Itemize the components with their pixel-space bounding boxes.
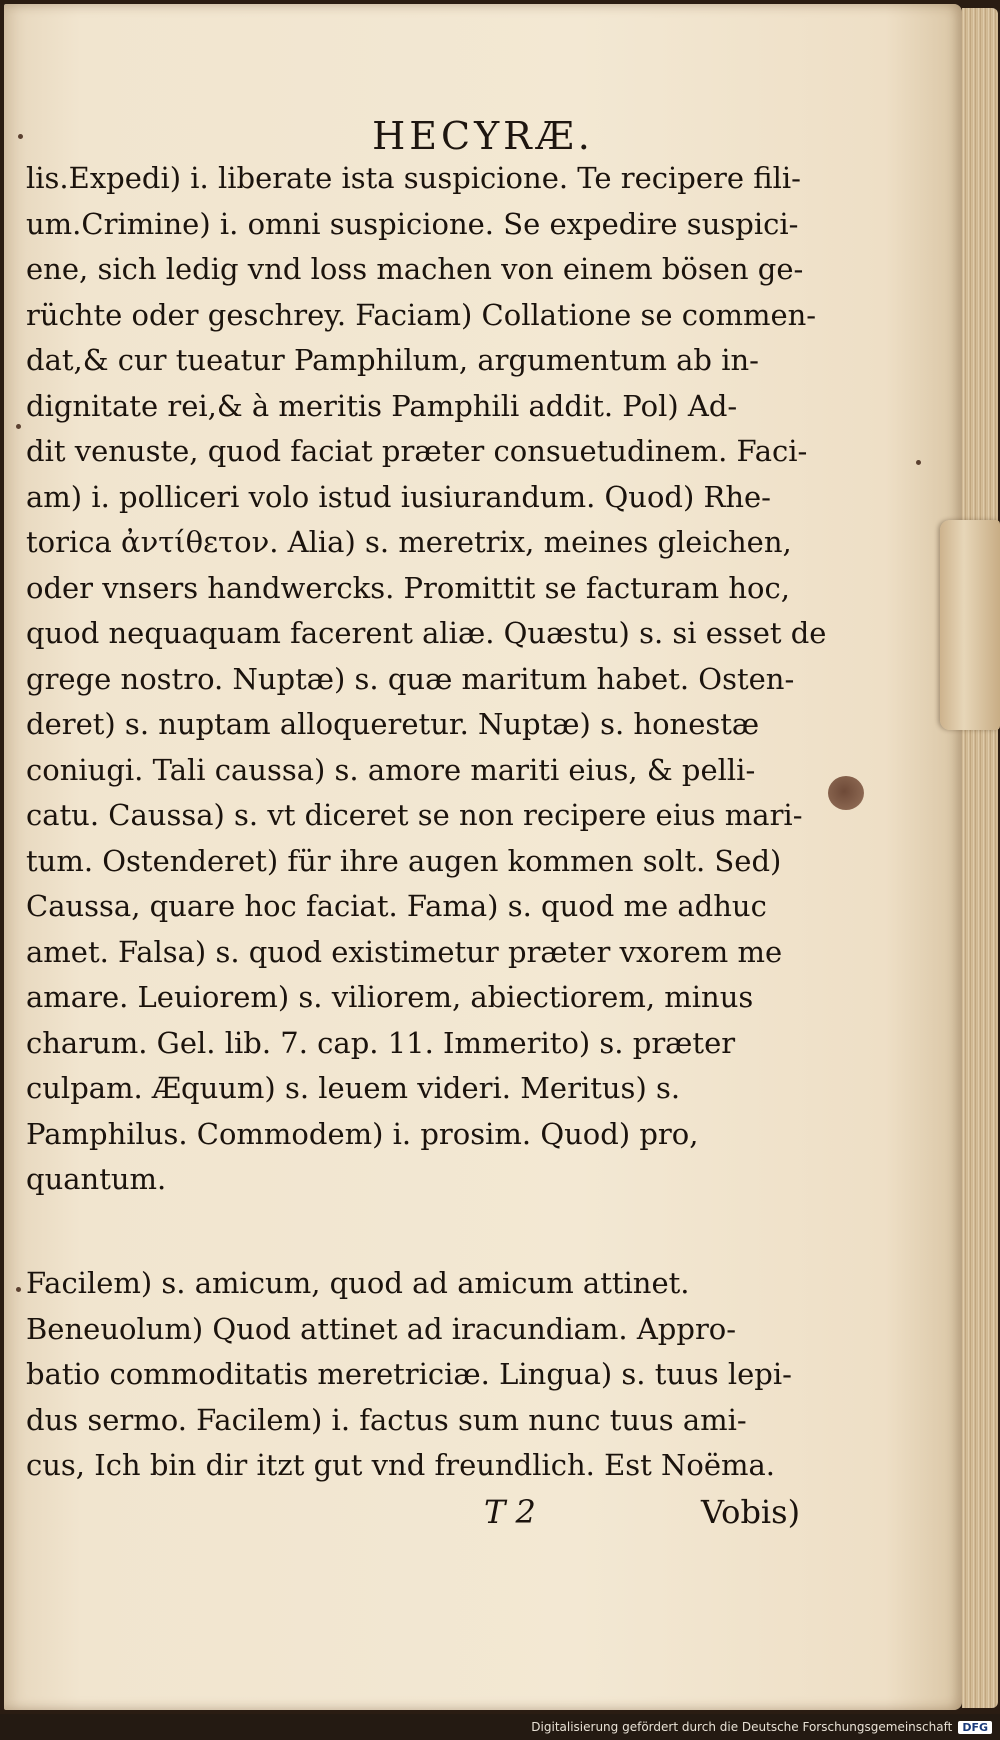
text-line: quod nequaquam facerent aliæ. Quæstu) s. si esset de [26, 616, 827, 650]
ink-stain [828, 776, 864, 810]
text-line: rüchte oder geschrey. Faciam) Collatione se commen- [26, 297, 817, 332]
text-line: dat,& cur tueatur Pamphilum, argumentum ab in- [26, 343, 759, 377]
text-line: cus, Ich bin dir itzt gut vnd freundlich. Est Noëma. [26, 1448, 776, 1482]
credit-text: Digitalisierung gefördert durch die Deutsche Forschungsgemeinschaft [531, 1720, 953, 1734]
text-line: charum. Gel. lib. 7. cap. 11. Immerito) s. præter [26, 1025, 736, 1060]
text-line: lis.Expedi) i. liberate ista suspicione. Te recipere fili- [26, 161, 801, 195]
text-line: grege nostro. Nuptæ) s. quæ maritum habet. Osten- [26, 661, 795, 696]
text-line: dit venuste, quod faciat præter consuetudinem. Faci- [26, 434, 808, 468]
text-line: coniugi. Tali caussa) s. amore mariti eius, & pelli- [26, 752, 756, 787]
text-line: dus sermo. Facilem) i. factus sum nunc tuus ami- [26, 1402, 747, 1437]
text-line: Beneuolum) Quod attinet ad iracundiam. Appro- [26, 1311, 737, 1346]
text-line: culpam. Æquum) s. leuem videri. Meritus) s. [26, 1071, 681, 1105]
text-line: batio commoditatis meretriciæ. Lingua) s. tuus lepi- [26, 1357, 792, 1391]
text-line: tum. Ostenderet) für ihre augen kommen solt. Sed) [26, 843, 782, 878]
text-line: Facilem) s. amicum, quod ad amicum attinet. [26, 1266, 690, 1300]
text-line: am) i. polliceri volo istud iusiurandum. Quod) Rhe- [26, 479, 771, 514]
page-tab-marker [940, 520, 1000, 730]
digitization-credit-bar [0, 1714, 1000, 1740]
catchword: Vobis) [701, 1493, 801, 1531]
book-page [4, 4, 962, 1710]
running-head: HECYRÆ. [372, 114, 594, 158]
text-line: um.Crimine) i. omni suspicione. Se expedire suspici- [26, 206, 799, 241]
text-line: quantum. [26, 1162, 167, 1196]
commentary-block-1 [26, 156, 826, 1203]
text-line: deret) s. nuptam alloqueretur. Nuptæ) s. honestæ [26, 707, 760, 741]
dfg-logo: DFG [958, 1721, 992, 1734]
text-line: oder vnsers handwercks. Promittit se facturam hoc, [26, 570, 790, 605]
page-speck [16, 424, 21, 429]
text-line: Pamphilus. Commodem) i. prosim. Quod) pro, [26, 1116, 699, 1151]
page-fore-edge [962, 8, 998, 1708]
page-speck [916, 460, 921, 465]
page-speck [18, 134, 23, 139]
text-line: torica ἀντίθετον. Alia) s. meretrix, meines gleichen, [26, 525, 792, 559]
text-line: amet. Falsa) s. quod existimetur præter vxorem me [26, 934, 783, 969]
text-line: amare. Leuiorem) s. viliorem, abiectiorem, minus [26, 980, 754, 1014]
text-line: dignitate rei,& à meritis Pamphili addit. Pol) Ad- [26, 388, 738, 423]
commentary-block-2 [26, 1261, 826, 1489]
text-line: Caussa, quare hoc faciat. Fama) s. quod me adhuc [26, 889, 767, 923]
page-speck [16, 1287, 21, 1292]
text-line: catu. Caussa) s. vt diceret se non recipere eius mari- [26, 798, 803, 832]
signature-mark: T 2 [484, 1493, 536, 1531]
text-line: ene, sich ledig vnd loss machen von einem bösen ge- [26, 252, 804, 286]
